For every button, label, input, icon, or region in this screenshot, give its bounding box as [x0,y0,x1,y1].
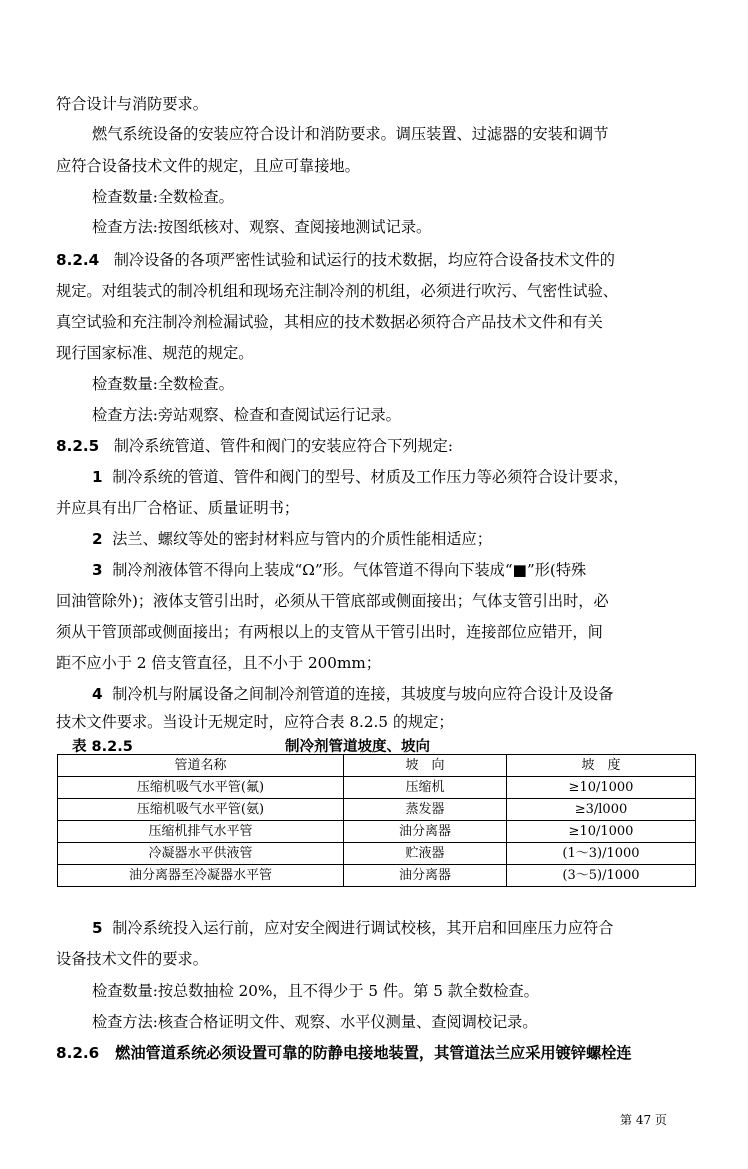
text-line: 检查方法:旁站观察、检查和查阅试运行记录。 [92,406,401,424]
table-cell: 压缩机 [344,777,507,799]
table-cell: ≥3/l000 [507,799,696,821]
table-cell: 蒸发器 [344,799,507,821]
table-number: 表 8.2.5 [72,739,133,755]
table-cell: 油分离器至冷凝器水平管 [58,865,344,887]
table-cell: 压缩机吸气水平管(氟) [58,777,344,799]
item-number: 3 [92,561,103,579]
header-cell: 坡 向 [344,755,507,777]
text-line: 符合设计与消防要求。 [56,95,208,113]
slope-table [57,754,696,887]
text-line: 距不应小于 2 倍支管直径，且不小于 200mm； [56,654,381,672]
item-number: 4 [92,685,103,703]
text-line: 设备技术文件的要求。 [56,950,208,968]
table-title: 制冷剂管道坡度、坡向 [285,739,430,755]
header-cell: 坡 度 [507,755,696,777]
text-line: 须从干管顶部或侧面接出；有两根以上的支管从干管引出时，连接部位应错开，间 [56,623,603,641]
table-row [58,777,696,799]
text-line: 检查方法:按图纸核对、观察、查阅接地测试记录。 [92,218,432,236]
clause-number: 8.2.5 [56,437,100,455]
text-line: 检查数量:全数检查。 [92,188,234,206]
table-cell: 压缩机吸气水平管(氨) [58,799,344,821]
table-cell: ≥10/1000 [507,777,696,799]
clause-8-2-5: 8.2.5 制冷系统管道、管件和阀门的安装应符合下列规定: [56,437,453,455]
item-3: 3 制冷剂液体管不得向上装成“Ω”形。气体管道不得向下装成“■”形(特殊 [92,561,587,579]
table-row [58,865,696,887]
table-caption [58,735,698,753]
clause-8-2-4: 8.2.4 制冷设备的各项严密性试验和试运行的技术数据，均应符合设备技术文件的 [56,251,615,269]
table-row [58,821,696,843]
item-number: 1 [92,468,103,486]
item-number: 2 [92,530,103,548]
item-number: 5 [92,919,103,937]
text-line: 规定。对组装式的制冷机组和现场充注制冷剂的机组，必须进行吹污、气密性试验、 [56,282,618,300]
table-cell: 油分离器 [344,821,507,843]
clause-8-2-6: 8.2.6 燃油管道系统必须设置可靠的防静电接地装置，其管道法兰应采用镀锌螺栓连 [56,1044,632,1062]
text-line: 检查数量:按总数抽检 20%，且不得少于 5 件。第 5 款全数检查。 [92,982,539,1000]
text-line: 并应具有出厂合格证、质量证明书； [56,499,299,517]
table-row [58,843,696,865]
table-cell: (1～3)/1000 [507,843,696,865]
item-5: 5 制冷系统投入运行前，应对安全阀进行调试校核，其开启和回座压力应符合 [92,919,614,937]
table-cell: 贮液器 [344,843,507,865]
text-line: 检查数量:全数检查。 [92,375,234,393]
text-line: 现行国家标准、规范的规定。 [56,344,254,362]
table-cell: 冷凝器水平供液管 [58,843,344,865]
text-line: 真空试验和充注制冷剂检漏试验，其相应的技术数据必须符合产品技术文件和有关 [56,313,603,331]
text-line: 应符合设备技术文件的规定，且应可靠接地。 [56,157,360,175]
text-line: 回油管除外)；液体支管引出时，必须从干管底部或侧面接出；气体支管引出时，必 [56,592,609,610]
table-cell: 压缩机排气水平管 [58,821,344,843]
clause-number: 8.2.6 [56,1044,100,1062]
item-4: 4 制冷机与附属设备之间制冷剂管道的连接，其坡度与坡向应符合设计及设备 [92,685,614,703]
item-2: 2 法兰、螺纹等处的密封材料应与管内的介质性能相适应； [92,530,492,548]
table-cell: (3～5)/1000 [507,865,696,887]
table-cell: 油分离器 [344,865,507,887]
table-row [58,799,696,821]
text-line: 检查方法:核查合格证明文件、观察、水平仪测量、查阅调校记录。 [92,1013,538,1031]
clause-number: 8.2.4 [56,251,100,269]
text-line: 燃气系统设备的安装应符合设计和消防要求。调压装置、过滤器的安装和调节 [92,125,609,143]
table-cell: ≥10/1000 [507,821,696,843]
header-cell: 管道名称 [58,755,344,777]
table-header-row [58,755,696,777]
text-line: 技术文件要求。当设计无规定时，应符合表 8.2.5 的规定； [56,713,454,731]
item-1: 1 制冷系统的管道、管件和阀门的型号、材质及工作压力等必须符合设计要求， [92,468,629,486]
page-number: 第 47 页 [620,1113,667,1127]
